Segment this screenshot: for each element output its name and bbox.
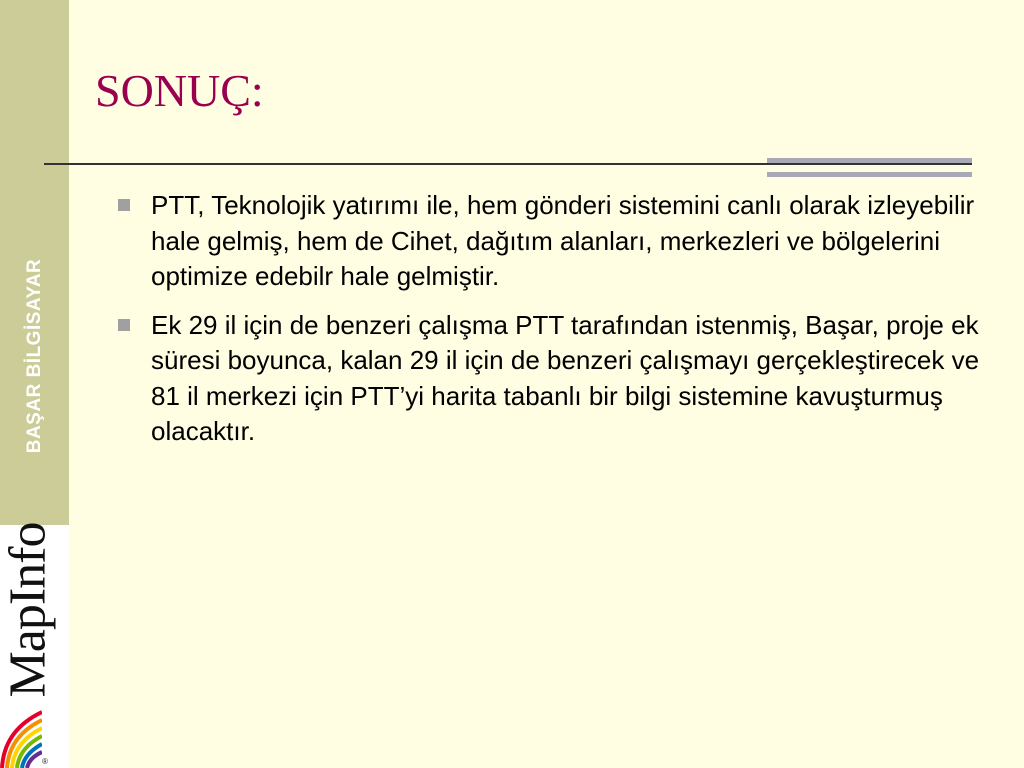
mapinfo-logo-text: MapInfo — [0, 522, 57, 698]
bullet-list — [118, 188, 998, 463]
slide-title: SONUÇ: — [95, 65, 264, 116]
bullet-item — [118, 308, 998, 450]
bullet-text: PTT, Teknolojik yatırımı ile, hem gönderi sistemini canlı olarak izleyebilir hale gelmiş, hem de Cihet, dağıtım alanları, merkezleri ve bölgelerini optimize edebilr hale gelmiştir. — [151, 190, 975, 291]
square-bullet-icon — [118, 199, 130, 211]
bullet-text: Ek 29 il için de benzeri çalışma PTT tarafından istenmiş, Başar, proje ek süresi boyunca, kalan 29 il için de benzeri çalışmayı gerçekleştirecek ve 81 il merkezi için PTT’yi harita tabanlı bir bilgi sistemine kavuşturmuş olacaktır. — [151, 309, 980, 446]
accent-bar-top — [767, 158, 972, 163]
bullet-item — [118, 188, 998, 295]
company-name-vertical: BAŞAR BİLGİSAYAR — [24, 258, 45, 454]
mapinfo-logo-icon — [0, 700, 42, 768]
registered-mark: ® — [42, 757, 48, 766]
square-bullet-icon — [118, 319, 130, 331]
accent-bar-bottom — [767, 172, 972, 177]
title-divider — [44, 163, 972, 165]
